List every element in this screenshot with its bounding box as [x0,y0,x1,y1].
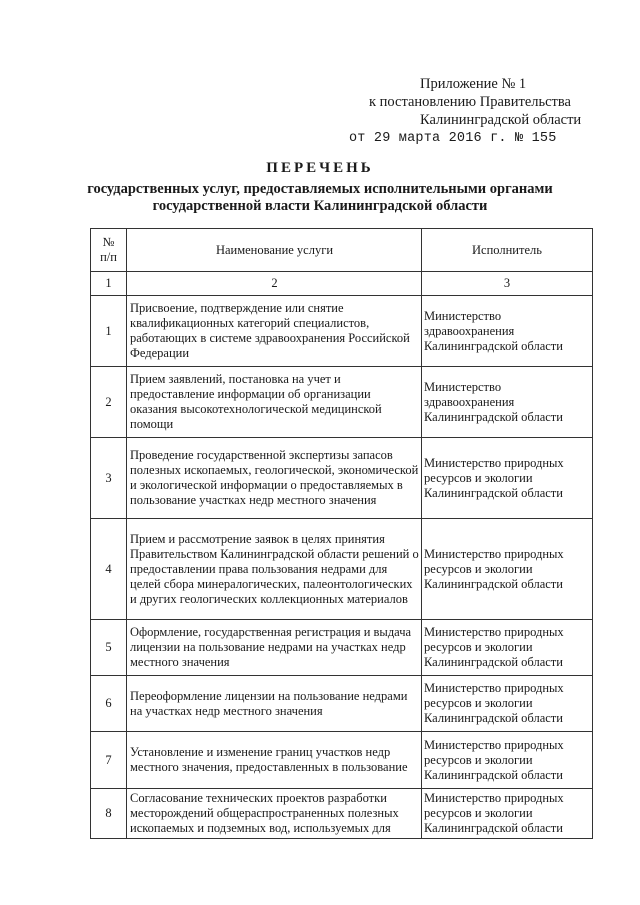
column-number-1: 1 [91,272,127,296]
column-header-number: № п/п [91,229,127,272]
document-subtitle-line1: государственных услуг, предоставляемых исполнительными органами [87,181,553,197]
service-name: Присвоение, подтверждение или снятие квалификационных категорий специалистов, работающих в системе здравоохранения Российской Федерации [127,296,422,367]
column-header-executor: Исполнитель [422,229,593,272]
service-executor: Министерство здравоохранения Калининградской области [422,296,593,367]
row-number: 6 [91,676,127,732]
row-number: 3 [91,438,127,519]
appendix-date-number: от 29 марта 2016 г. № 155 [349,131,557,146]
services-table [90,228,593,839]
row-number: 4 [91,519,127,620]
service-name: Согласование технических проектов разработки месторождений общераспространенных полезных ископаемых и подземных вод, используемых для [127,789,422,839]
table-row [91,438,593,519]
document-title: ПЕРЕЧЕНЬ [266,160,374,176]
table-header-row [91,229,593,272]
row-number: 7 [91,732,127,789]
appendix-number: Приложение № 1 [420,76,527,92]
row-number: 5 [91,620,127,676]
service-executor: Министерство природных ресурсов и экологии Калининградской области [422,676,593,732]
appendix-region: Калининградской области [420,112,582,128]
service-executor: Министерство природных ресурсов и экологии Калининградской области [422,620,593,676]
row-number: 2 [91,367,127,438]
row-number: 8 [91,789,127,839]
table-row [91,789,593,839]
table-row [91,296,593,367]
column-header-service: Наименование услуги [127,229,422,272]
service-name: Оформление, государственная регистрация и выдача лицензии на пользование недрами на участках недр местного значения [127,620,422,676]
service-executor: Министерство природных ресурсов и экологии Калининградской области [422,438,593,519]
table-row [91,367,593,438]
table-column-numbers-row [91,272,593,296]
column-number-2: 2 [127,272,422,296]
service-name: Установление и изменение границ участков недр местного значения, предоставленных в пользование [127,732,422,789]
column-number-3: 3 [422,272,593,296]
table-row [91,620,593,676]
service-name: Прием и рассмотрение заявок в целях принятия Правительством Калининградской области решений о предоставлении права пользования недрами для целей сбора минералогических, палеонтологических и других геологических коллекционных материалов [127,519,422,620]
document-subtitle-line2: государственной власти Калининградской области [152,198,488,214]
row-number: 1 [91,296,127,367]
appendix-reference: к постановлению Правительства [369,94,571,110]
service-executor: Министерство здравоохранения Калининградской области [422,367,593,438]
table-row [91,732,593,789]
service-name: Прием заявлений, постановка на учет и предоставление информации об организации оказания высокотехнологической медицинской помощи [127,367,422,438]
service-name: Проведение государственной экспертизы запасов полезных ископаемых, геологической, экономической и экологической информации о предоставляемых в пользование участках недр местного значения [127,438,422,519]
table-row [91,519,593,620]
service-executor: Министерство природных ресурсов и экологии Калининградской области [422,732,593,789]
service-executor: Министерство природных ресурсов и экологии Калининградской области [422,789,593,839]
table-row [91,676,593,732]
service-name: Переоформление лицензии на пользование недрами на участках недр местного значения [127,676,422,732]
service-executor: Министерство природных ресурсов и экологии Калининградской области [422,519,593,620]
